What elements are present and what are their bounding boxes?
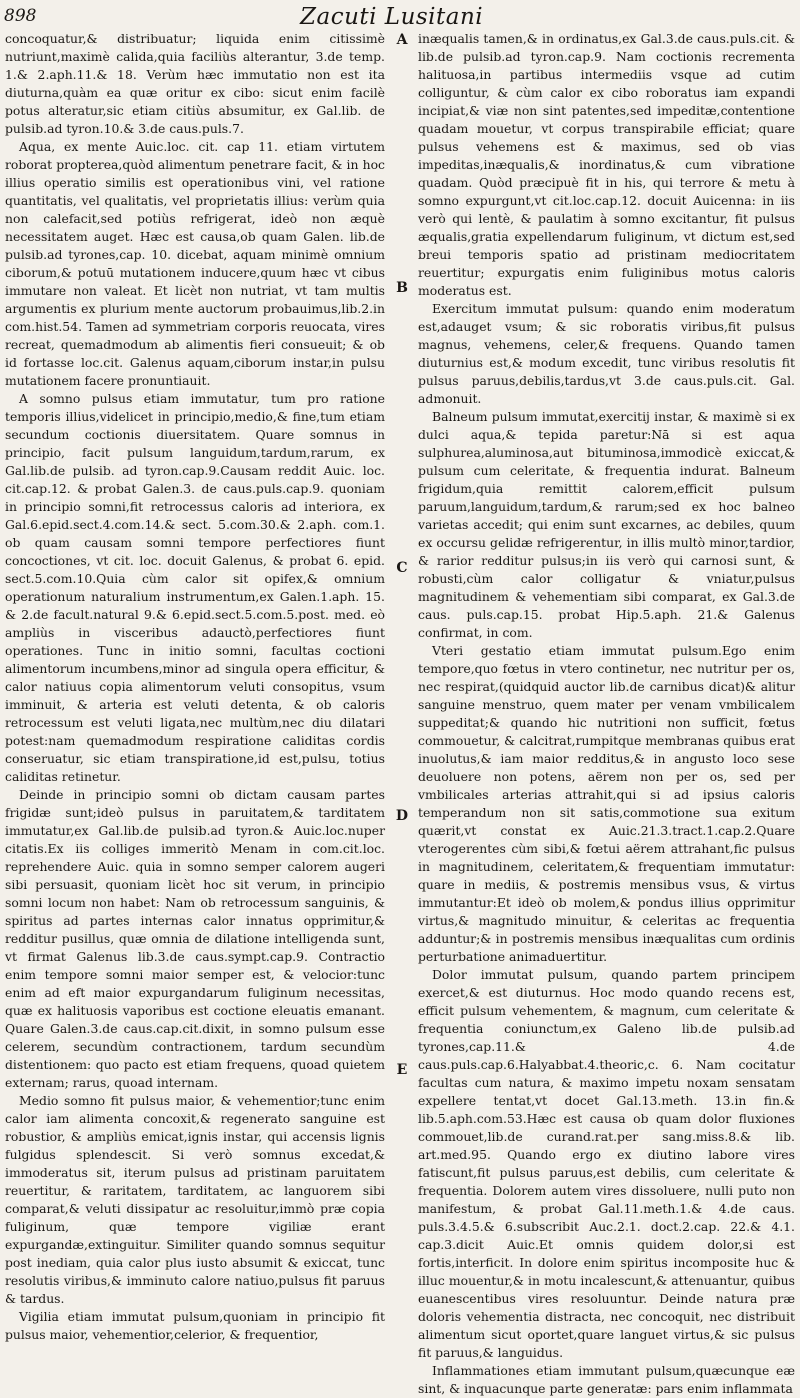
paragraph: Medio somno fit pulsus maior, & vehementior;tunc enim calor iam alimenta concoxit,& regenerato sanguine est robustior, & ampliùs emicat,ignis instar, qui accensis lignis fulgidus splendescit. Si verò somnus excedat,& immoderatus sit, iterum pulsus ad pristinam paruitatem reuertitur, & raritatem, tarditatem, ac languorem sibi comparat,& veluti dissipatur ac resoluitur,immò præ copia fuliginum, quæ tempore vigiliæ erant expurgandæ,extinguitur. Similiter quando somnus sequitur post inediam, quia calor plus iusto absumit & exiccat, tunc resolutis viribus,& imminuto calore natiuo,pulsus fit paruus & tardus. <box>5 1093 385 1306</box>
margin-letter-a: A <box>396 32 408 48</box>
left-column <box>5 30 385 1344</box>
margin-letter-c: C <box>396 560 408 576</box>
paragraph: Dolor immutat pulsum, quando partem principem exercet,& est diuturnus. Hoc modo quando recens est, efficit pulsum vehementem, & magnum, cum celeritate & frequentia coniunctum,ex Galeno lib.de pulsib.ad tyrones,cap.11.& 4.de caus.puls.cap.6.Halyabbat.4.theoric,c. 6. Nam cocitatur facultas cum natura, & maximo impetu noxam sensatam expellere tentat,vt docet Gal.13.meth. 13.in fin.& lib.5.aph.com.53.Hæc est causa ob quam dolor fluxiones commouet,lib.de curand.rat.per sang.miss.8.& lib. art.med.95. Quando ergo ex diutino labore vires fatiscunt,fit pulsus paruus,est debilis, cum celeritate & frequentia. Dolorem autem vires dissoluere, nulli puto non manifestum, & probat Gal.11.meth.1.& 4.de caus. puls.3.4.5.& 6.subscribit Auc.2.1. doct.2.cap. 22.& 4.1. cap.3.dicit Auic.Et omnis quidem dolor,si est fortis,interficit. In dolore enim spiritus incomposite huc & illuc mouentur,& in motu incalescunt,& attenuantur, quibus euanescentibus vires resoluuntur. Deinde natura præ doloris vehementia distracta, nec concoquit, nec distribuit alimentum sicut oportet,quare languet virtus,& sic pulsus fit paruus,& languidus. <box>418 967 795 1360</box>
margin-letter-e: E <box>396 1062 408 1078</box>
right-column <box>418 30 795 1398</box>
paragraph: A somno pulsus etiam immutatur, tum pro ratione temporis illius,videlicet in principio,medio,& fine,tum etiam secundum coctionis diuersitatem. Quare somnus in principio, facit pulsum languidum,tardum,rarum, ex Gal.lib.de pulsib. ad tyron.cap.9.Causam reddit Auic. loc. cit.cap.12. & probat Galen.3. de caus.puls.cap.9. quoniam in principio somni,fit retrocessus caloris ad interiora, ex Gal.6.epid.sect.4.com.14.& sect. 5.com.30.& 2.aph. com.1. ob quam causam somni tempore perfectiores fiunt concoctiones, vt cit. loc. docuit Galenus, & probat 6. epid. sect.5.com.10.Quia cùm calor sit opifex,& omnium operationum naturalium instrumentum,ex Galen.1.aph. 15. & 2.de facult.natural 9.& 6.epid.sect.5.com.5.post. med. eò ampliùs in visceribus adauctò,perfectiores fiunt operationes. Tunc in initio somni, facultas coctioni alimentorum incumbens,minor ad singula opera efficitur, & calor natiuus copia alimentorum veluti consopitus, vsum imminuit, & arteria est veluti detenta, & ob caloris retrocessum est veluti ligata,nec multùm,nec diu dilatari potest:nam quemadmodum respiratione caliditas cordis conseruatur, sic etiam transpiratione,id est,pulsu, totius caliditas retinetur. <box>5 391 385 784</box>
paragraph: Balneum pulsum immutat,exercitij instar, & maximè si ex dulci aqua,& tepida paretur:Nā si est aqua sulphurea,aluminosa,aut bituminosa,immodicè exiccat,& pulsum cum celeritate, & frequentia indurat. Balneum frigidum,quia remittit calorem,efficit pulsum paruum,languidum,tardum,& rarum;sed ex hoc balneo varietas accedit; qui enim sunt excarnes, ac debiles, quum ex occursu gelidæ refrigerentur, in illis multò minor,tardior, & rarior redditur pulsus;in iis verò qui carnosi sunt, & robusti,cùm calor colligatur & vniatur,pulsus magnitudinem & vehementiam sibi comparat, ex Gal.3.de caus. puls.cap.15. probat Hip.5.aph. 21.& Galenus confirmat, in com. <box>418 409 795 640</box>
paragraph: Exercitum immutat pulsum: quando enim moderatum est,adauget vsum; & sic roboratis viribus,fit pulsus magnus, vehemens, celer,& frequens. Quando tamen diuturnius est,& modum excedit, tunc viribus resolutis fit pulsus paruus,debilis,tardus,vt 3.de caus.puls.cit. Gal. admonuit. <box>418 301 795 406</box>
page-number: 898 <box>4 6 37 26</box>
page-header <box>0 4 800 30</box>
paragraph: Aqua, ex mente Auic.loc. cit. cap 11. etiam virtutem roborat propterea,quòd alimentum penetrare facit, & in hoc illius operatio similis est operationibus vini, vel ratione quantitatis, vel qualitatis, vel proprietatis illius: verùm quia non calefacit,sed potiùs refrigerat, ideò non æquè necessitatem auget. Hæc est causa,ob quam Galen. lib.de pulsib.ad tyrones,cap. 10. dicebat, aquam minimè omnium ciborum,& potuū mutationem inducere,quum hæc vt cibus immutare non valeat. Et licèt non nutriat, vt tam multis argumentis ex plurium mente auctorum probauimus,lib.2.in com.hist.54. Tamen ad symmetriam corporis reuocata, vires recreat, quemadmodum ab alimentis fieri consueuit; & ob id fortasse loc.cit. Galenus aquam,ciborum instar,in pulsu mutationem facere pronuntiauit. <box>5 139 385 388</box>
margin-letter-d: D <box>395 808 409 824</box>
running-title: Zacuti Lusitani <box>300 4 484 30</box>
margin-letter-b: B <box>396 280 408 296</box>
paragraph: Deinde in principio somni ob dictam causam partes frigidæ sunt;ideò pulsus in paruitatem,& tarditatem immutatur,ex Gal.lib.de pulsib.ad tyron.& Auic.loc.nuper citatis.Ex iis colliges immeritò Menam in com.cit.loc. reprehendere Auic. quia in somno semper calorem augeri sibi persuasit, quoniam licèt hoc sit verum, in principio somni locum non habet: Nam ob retrocessum sanguinis, & spiritus ad partes internas calor innatus opprimitur,& redditur pusillus, quæ omnia de dilatione intelligenda sunt, vt firmat Galenus lib.3.de caus.sympt.cap.9. Contractio enim tempore somni maior semper est, & velocior:tunc enim ad eft maior expurgandarum fuliginum necessitas, quæ ex halituosis vaporibus est coctione eleuatis emanant. Quare Galen.3.de caus.cap.cit.dixit, in somno pulsum esse celerem, secundùm contractionem, tardum secundùm distentionem: quo pacto est etiam frequens, quoad quietem externam; rarus, quoad internam. <box>5 787 385 1090</box>
paragraph: Vigilia etiam immutat pulsum,quoniam in principio fit pulsus maior, vehementior,celerior, & frequentior, <box>5 1309 385 1342</box>
paragraph: Vteri gestatio etiam immutat pulsum.Ego enim tempore,quo fœtus in vtero continetur, nec nutritur per os, nec respirat,(quidquid auctor lib.de carnibus dicat)& alitur sanguine menstruo, quem mater per venam vmbilicalem suppeditat;& quando hic nutritioni non sufficit, fœtus commouetur, & calcitrat,rumpitque membranas quibus erat inuolutus,& iam maior redditus,& in angusto loco sese deuoluere non potens, aërem non per os, sed per vmbilicales arterias attrahit,qui si ad ipsius caloris temperandum non sit satis,commotione sua exitum quærit,vt constat ex Auic.21.3.tract.1.cap.2.Quare vterogerentes cùm sibi,& fœtui aërem attrahant,fic pulsus in magnitudinem, celeritatem,& frequentiam immutatur: quare in mediis, & postremis mensibus vsus, & virtus immutantur:Et ideò ob molem,& pondus illius opprimitur virtus,& magnitudo minuitur, & celeritas ac frequentia adduntur;& in postremis mensibus inæqualitas cum ordinis perturbatione animaduertitur. <box>418 643 795 964</box>
paragraph: Inflammationes etiam immutant pulsum,quæcunque eæ sint, & inquacunque parte generatæ: pars enim inflammata <box>418 1363 795 1396</box>
paragraph: concoquatur,& distribuatur; liquida enim citissimè nutriunt,maximè calida,quia faciliùs alterantur, 3.de temp. 1.& 2.aph.11.& 18. Verùm hæc immutatio non est ita diuturna,quàm ea quæ oritur ex cibo: sicut enim facilè potus alteratur,sic etiam citiùs absumitur, ex Gal.lib. de pulsib.ad tyron.10.& 3.de caus.puls.7. <box>5 31 385 136</box>
paragraph: inæqualis tamen,& in ordinatus,ex Gal.3.de caus.puls.cit. & lib.de pulsib.ad tyron.cap.9. Nam coctionis recrementa halituosa,in partibus intermediis vsque ad cutim colliguntur, & cùm calor ex cibo roboratus iam expandi incipiat,& viæ non sint patentes,sed impeditæ,contentione quadam mouetur, vt corpus transpirabile efficiat; quare pulsus vehemens est & maximus, sed ob vias impeditas,inæqualis,& inordinatus,& cum vibratione quadam. Quòd præcipuè fit in his, qui terrore & metu à somno expurgunt,vt cit.loc.cap.12. docuit Auicenna: in iis verò qui lentè, & paulatim à somno excitantur, fit pulsus æqualis,gratia expellendarum fuliginum, vt dictum est,sed breui temporis spatio ad pristinam mediocritatem reuertitur; expurgatis enim fuliginibus motus caloris moderatus est. <box>418 31 795 298</box>
